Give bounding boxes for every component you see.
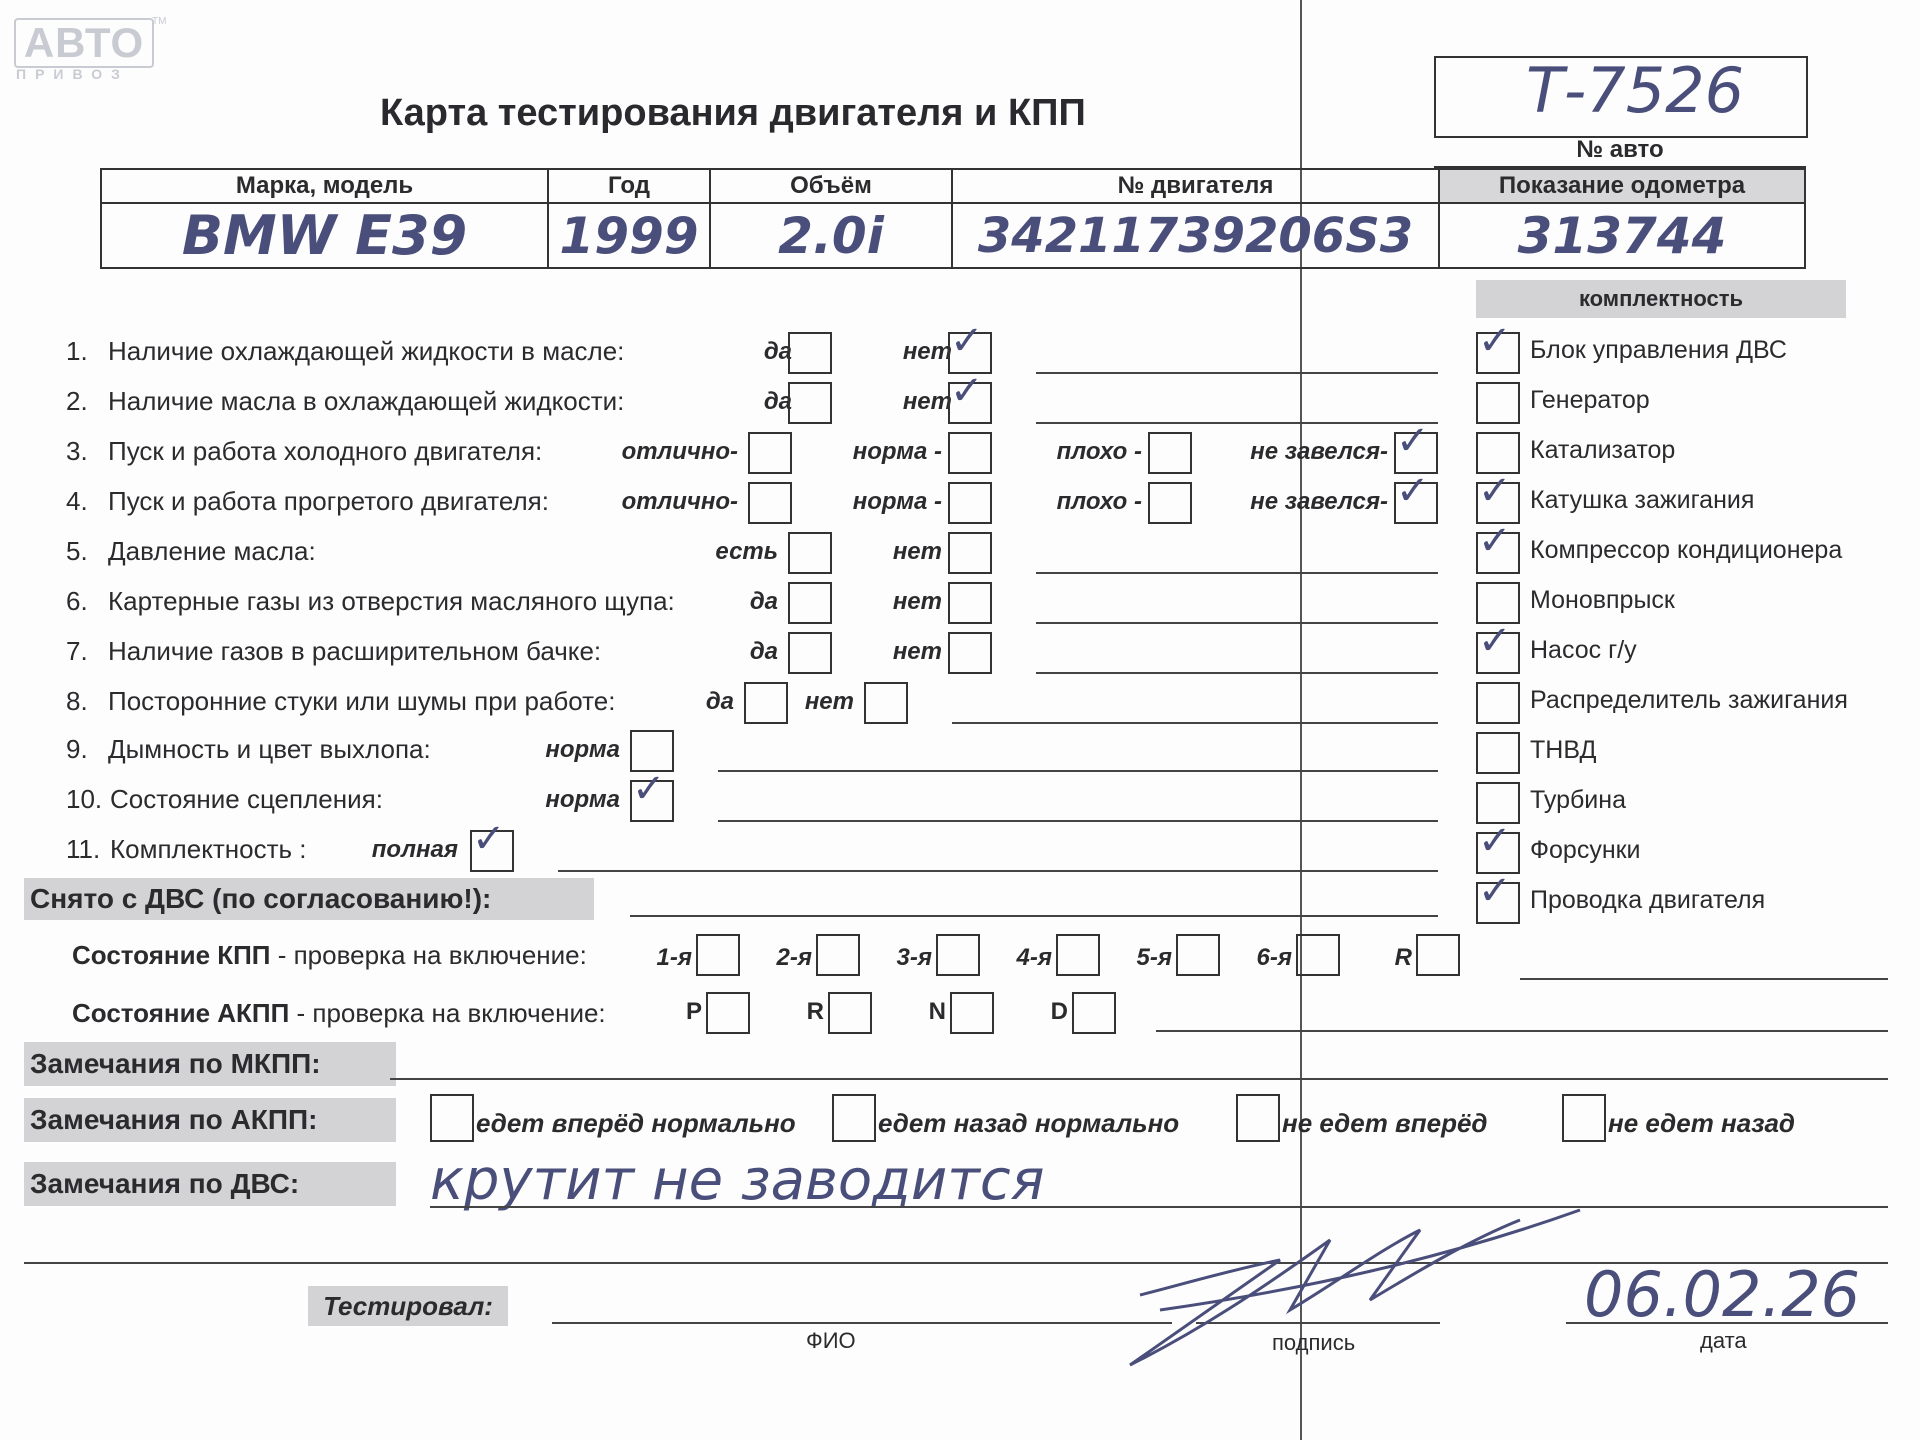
question-number: 7. — [66, 636, 88, 666]
option-label: отлично- — [621, 488, 738, 515]
volume-text: 2.0i — [778, 206, 884, 265]
remarks-dvs-label: Замечания по ДВС: — [24, 1162, 396, 1206]
remarks-akpp-label: Замечания по АКПП: — [24, 1098, 396, 1142]
komplekt-label: Моновпрыск — [1530, 586, 1675, 614]
question-label: Пуск и работа прогретого двигателя: — [108, 486, 549, 516]
option-label: норма - — [852, 438, 942, 465]
col-odometer: Показание одометра — [1439, 169, 1805, 203]
komplekt-check-mark: ✓ — [1478, 468, 1512, 514]
option-label: да — [749, 638, 778, 665]
option-label: полная — [371, 836, 458, 863]
option-label: не завелся- — [1250, 438, 1388, 465]
remarks-dvs-text: крутит не заводится — [430, 1148, 1045, 1213]
komplekt-label: Распределитель зажигания — [1530, 686, 1848, 714]
kpp-gear-label: R — [1394, 944, 1412, 971]
komplekt-check-mark: ✓ — [1478, 318, 1512, 364]
logo-tm: TM — [152, 16, 167, 27]
question-number: 10. — [66, 784, 103, 814]
komplekt-label: Катализатор — [1530, 436, 1676, 464]
option-check-mark: ✓ — [1396, 468, 1430, 514]
question-label: Наличие газов в расширительном бачке: — [108, 636, 602, 666]
question-label: Давление масла: — [108, 536, 316, 566]
auto-number-value: Т-7526 — [1526, 54, 1745, 127]
komplekt-check-mark: ✓ — [1478, 518, 1512, 564]
komplekt-label: Форсунки — [1530, 836, 1641, 864]
komplekt-check-mark: ✓ — [1478, 818, 1512, 864]
option-label: есть — [715, 538, 778, 565]
komplekt-title: комплектность — [1476, 280, 1846, 318]
akpp-remark-label: не едет назад — [1608, 1108, 1796, 1138]
question-number: 2. — [66, 386, 88, 416]
question-label: Посторонние стуки или шумы при работе: — [108, 686, 616, 716]
question-number: 3. — [66, 436, 88, 466]
option-label: да — [763, 388, 792, 415]
option-check-mark: ✓ — [1396, 418, 1430, 464]
engine-no-text: 34211739206S3 — [977, 207, 1414, 264]
kpp-label-rest: - проверка на включение: — [270, 940, 587, 970]
odometer-text: 313744 — [1517, 206, 1727, 265]
kpp-gear-label: 3-я — [896, 944, 932, 971]
kpp-gear-label: 2-я — [776, 944, 812, 971]
auto-number-label: № авто — [1434, 136, 1806, 168]
akpp-mode-label: N — [928, 998, 946, 1025]
akpp-mode-label: D — [1050, 998, 1068, 1025]
kpp-label-bold: Состояние КПП — [72, 940, 271, 970]
col-volume: Объём — [710, 169, 952, 203]
option-label: нет — [804, 688, 854, 715]
question-number: 4. — [66, 486, 88, 516]
question-label: Картерные газы из отверстия масляного щупа: — [108, 586, 675, 616]
akpp-mode-label: P — [685, 998, 702, 1025]
question-label: Состояние сцепления: — [110, 784, 383, 814]
option-check-mark: ✓ — [472, 816, 506, 862]
komplekt-label: Проводка двигателя — [1530, 886, 1766, 914]
col-engine-no: № двигателя — [952, 169, 1439, 203]
option-check-mark: ✓ — [950, 318, 984, 364]
logo-subtitle: ПРИВОЗ — [16, 66, 129, 82]
komplekt-check-mark: ✓ — [1478, 618, 1512, 664]
option-label: плохо - — [1056, 488, 1142, 515]
akpp-label-rest: - проверка на включение: — [289, 998, 606, 1028]
option-check-mark: ✓ — [632, 766, 666, 812]
page-title: Карта тестирования двигателя и КПП — [380, 92, 1086, 134]
option-check-mark: ✓ — [950, 368, 984, 414]
question-number: 8. — [66, 686, 88, 716]
sign-label: подпись — [1272, 1330, 1356, 1355]
option-label: нет — [902, 338, 952, 365]
akpp-remark-label: не едет вперёд — [1282, 1108, 1488, 1138]
question-number: 6. — [66, 586, 88, 616]
option-label: норма — [545, 786, 620, 813]
kpp-gear-label: 4-я — [1016, 944, 1052, 971]
akpp-label-bold: Состояние АКПП — [72, 998, 290, 1028]
tested-label: Тестировал: — [308, 1286, 508, 1326]
komplekt-label: Блок управления ДВС — [1530, 336, 1787, 364]
option-label: нет — [892, 588, 942, 615]
akpp-remark-label: едет вперёд нормально — [476, 1108, 796, 1138]
question-label: Дымность и цвет выхлопа: — [108, 734, 431, 764]
removed-label: Снято с ДВС (по согласованию!): — [24, 878, 594, 920]
komplekt-label: Турбина — [1530, 786, 1626, 814]
option-label: нет — [892, 638, 942, 665]
komplekt-label: Генератор — [1530, 386, 1650, 414]
question-label: Пуск и работа холодного двигателя: — [108, 436, 543, 466]
option-label: норма — [545, 736, 620, 763]
komplekt-check-mark: ✓ — [1478, 868, 1512, 914]
date-label: дата — [1700, 1328, 1747, 1353]
option-label: да — [705, 688, 734, 715]
kpp-gear-label: 5-я — [1136, 944, 1172, 971]
option-label: отлично- — [621, 438, 738, 465]
akpp-remark-label: едет назад нормально — [878, 1108, 1180, 1138]
year-text: 1999 — [559, 206, 699, 265]
question-label: Комплектность : — [110, 834, 307, 864]
question-number: 11. — [66, 834, 101, 864]
option-label: нет — [902, 388, 952, 415]
question-number: 5. — [66, 536, 88, 566]
komplekt-label: Катушка зажигания — [1530, 486, 1755, 514]
option-label: не завелся- — [1250, 488, 1388, 515]
option-label: плохо - — [1056, 438, 1142, 465]
option-label: норма - — [852, 488, 942, 515]
fio-label: ФИО — [806, 1328, 856, 1353]
option-label: нет — [892, 538, 942, 565]
question-label: Наличие масла в охлаждающей жидкости: — [108, 386, 625, 416]
logo-text: АВТО — [23, 19, 145, 66]
komplekt-label: Насос г/у — [1530, 636, 1637, 664]
komplekt-label: Компрессор кондиционера — [1530, 536, 1843, 564]
remarks-mkpp-label: Замечания по МКПП: — [24, 1042, 396, 1086]
akpp-mode-label: R — [806, 998, 824, 1025]
make-model-text: BMW E39 — [181, 204, 468, 267]
question-number: 9. — [66, 734, 88, 764]
kpp-gear-label: 6-я — [1256, 944, 1292, 971]
date-value: 06.02.26 — [1584, 1258, 1861, 1331]
option-label: да — [763, 338, 792, 365]
question-number: 1. — [66, 336, 88, 366]
option-label: да — [749, 588, 778, 615]
komplekt-label: ТНВД — [1530, 736, 1597, 764]
col-make-model: Марка, модель — [101, 169, 548, 203]
col-year: Год — [548, 169, 710, 203]
kpp-gear-label: 1-я — [656, 944, 692, 971]
question-label: Наличие охлаждающей жидкости в масле: — [108, 336, 625, 366]
